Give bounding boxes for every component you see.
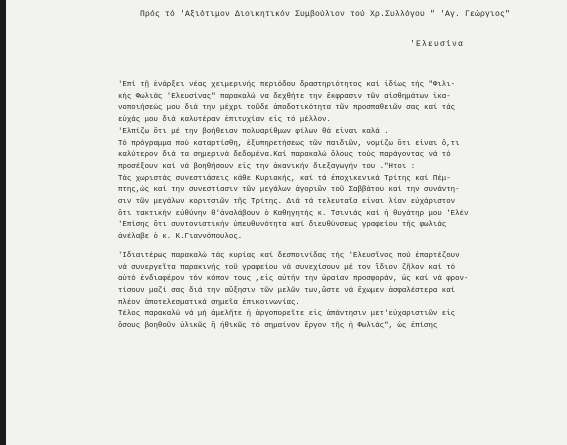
text-line: κής Φωλιάς 'Ελευσίνας" παρακαλώ να δεχθήτε την ἔκφρασιν τῶν αἰσθημάτων ἱκα-	[118, 92, 451, 101]
scan-edge	[0, 0, 6, 445]
text-line: εὐχάς μου διά καλυτέραν ἐπιτυχίαν εἰς τό μέλλον.	[118, 116, 331, 125]
text-line: αὐτό ἐνδιαφέρον τόν κόπον τους ,εἰς αὐτήν την ὡραίαν προσφοράν, ὡς καί νά φρον-	[118, 275, 469, 284]
text-line: πλέον ἀποτελεσματικά σημεῖα ἐπικοινωνίας.	[118, 298, 300, 307]
text-line: ὅτι τακτικήν εὐθύνην θ'ἀναλάβουν ὁ Καθηγητής κ. Τσινιάς καί ἡ θυγάτηρ μου 'Ελέν	[118, 209, 469, 218]
text-line: Τάς χωριστάς συνεστιάσεις κάθε Κυριακής, καί τά ἐποχικενικά Τρίτης καί Πέμ-	[118, 174, 451, 183]
text-line: νοποιήσεώς μου διά την μέχρι τοῦδε ἀποδοτικότητα τῶν προσπαθειῶν σας καί τάς	[118, 104, 456, 113]
text-line: προσέξουν καί νά βοηθήσουν εἰς την ἀκανικήν διεξαγωγήν του ."Ητοι :	[118, 162, 416, 171]
text-line: Τέλος παρακαλώ νά μή ἀμελῆτε ἡ ἀργοπορεῖτε εἰς ἀπάντησιν μετ'εὐχαριστιῶν εἰς	[118, 310, 456, 319]
letter-body	[118, 80, 560, 333]
text-line: νά συνεργεῖτα παρακινής τοῦ γραφείου νά συνεχίσουν μέ τον ἴδιον ζῆλον καί τό	[118, 263, 456, 272]
text-line: 'Επί τῇ ἐνάρξει νέας χειμερινής περιόδου δραστηριότητος καί ἰδίως τής "Φιλι-	[118, 81, 456, 89]
text-line: πτης,ώς καί την συνεστίασιν τῶν μεγάλων ἀγοριῶν τοῦ Σαββάτου καί την συνάντη-	[118, 186, 460, 195]
text-line: τίσουν μαζί σας διά την αὔξησιν τῶν μελῶν των,ὥστε νά ἔχωμεν ἀσφαλέστερα καί	[118, 286, 456, 295]
text-line: καλύτερον διά τα σημερινά δεδομένα.Καί παρακαλώ ὅλους τούς παράγοντας νά τό	[118, 151, 451, 160]
text-line: ἀνέλαβε ὁ κ. Κ.Γιαννόπουλος.	[118, 233, 243, 242]
text-line: σιν τῶν μεγάλων κοριτσιῶν τῆς Τρίτης. Διά τά τελευταῖα εἶναι λίαν εὐχάριστον	[118, 198, 456, 207]
text-line: 'Επίσης ὅτι συντονιστικήν ὑπευθυνότητα καί διευθύνσεως γραφείου τής φωλιάς	[118, 221, 447, 230]
text-line: ὅσους βοηθοῦν ὑλικῶς ἢ ἠθικῶς τό σημαίνον ἔργον τῆς ἡ Φωλιάς", ὡς ἐπίσης	[118, 322, 438, 331]
addressee-line: Πρός τό 'Αξιότιμον Διοικητικόν Συμβούλιον τού Χρ.Συλλόγου " 'Αγ. Γεώργιος"	[140, 10, 511, 19]
place-name: 'Ελευσίνα	[410, 40, 465, 49]
text-line: 'Ελπίζω ὅτι μέ την βοήθειαν πολυαρίθμων φίλων θά εἶναι καλά .	[118, 127, 389, 136]
text-line: 'Ιδιαιτέρως παρακαλώ τάς κυρίας καί δεσποινίδας τής 'Ελευσῖνος πού ἐπαρτέζουν	[118, 251, 460, 260]
text-line: Τό πρόγραμμα πού καταρτίσθη, ἐξυπηρετήσεως τῶν παιδιῶν, νομίζω ὅτι εἶναι ὅ,τι	[118, 139, 460, 148]
